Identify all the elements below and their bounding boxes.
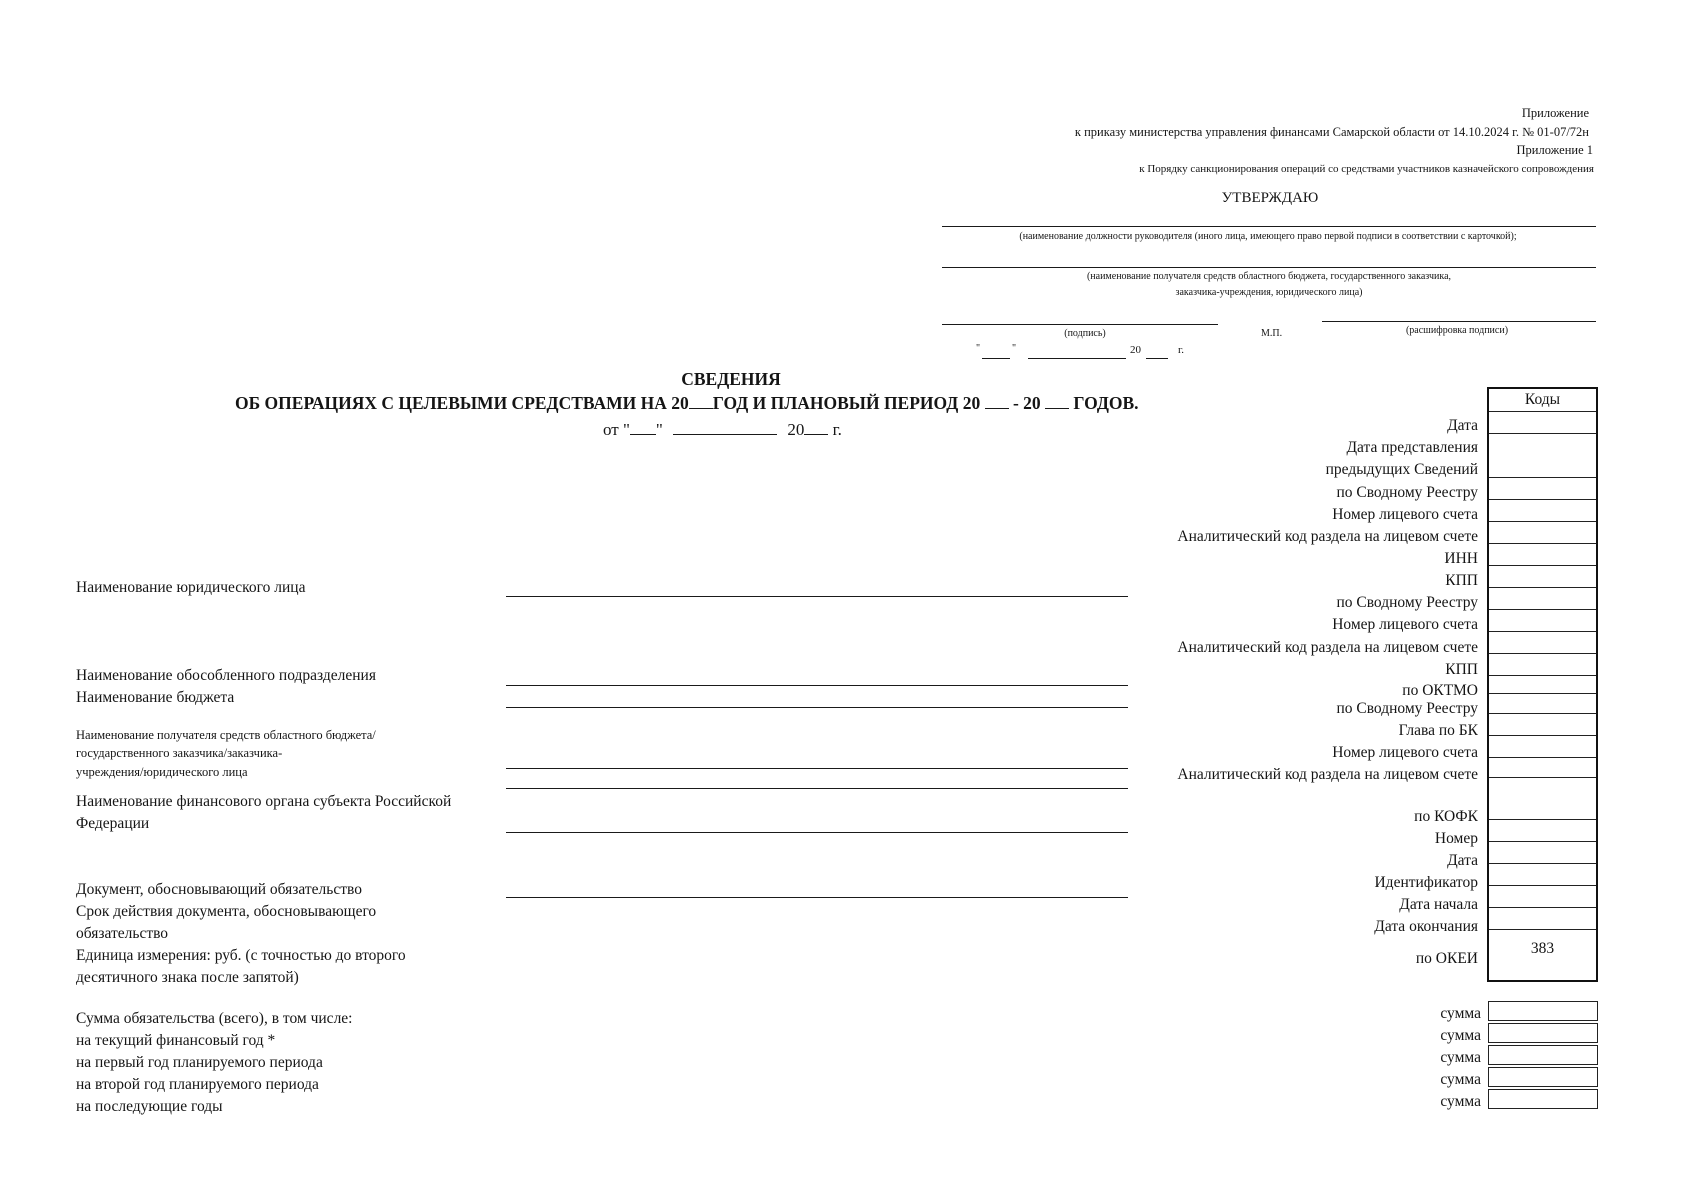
sum-label-current-year: сумма — [1440, 1027, 1481, 1044]
label-recipient-2: государственного заказчика/заказчика- — [76, 746, 283, 760]
label-term-1: Срок действия документа, обосновывающего — [76, 903, 377, 920]
code-cell-doc-date[interactable] — [1489, 841, 1596, 863]
sum-cell-first-year[interactable] — [1488, 1045, 1598, 1065]
code-cell-identifier[interactable] — [1489, 863, 1596, 885]
approve-date-day-line — [982, 358, 1010, 359]
doc-date-year-blank — [804, 420, 828, 435]
approve-org-caption-1: (наименование получателя средств областного бюджета, государственного заказчика, — [1086, 271, 1452, 282]
code-label-date: Дата — [1447, 417, 1478, 434]
doc-subtitle — [235, 393, 1139, 414]
code-cell-oktmo[interactable] — [1489, 675, 1596, 693]
approve-signature-line — [942, 324, 1218, 325]
doc-subtitle-period-start-blank — [985, 394, 1009, 409]
doc-subtitle-part-4: ГОДОВ. — [1073, 393, 1139, 413]
sum-label-later-years: сумма — [1440, 1093, 1481, 1110]
field-recipient-line — [506, 768, 1128, 769]
code-label-doc-date: Дата — [1447, 852, 1478, 869]
field-fin-org-line — [506, 832, 1128, 833]
approve-stamp-place: М.П. — [1261, 328, 1283, 339]
code-label-chapter-bk: Глава по БК — [1398, 722, 1478, 739]
code-label-analytic-code-3: Аналитический код раздела на лицевом счете — [1177, 766, 1478, 783]
doc-date-from: от " — [603, 420, 630, 439]
label-sum-later-years: на последующие годы — [76, 1098, 223, 1115]
approve-title: УТВЕРЖДАЮ — [1221, 190, 1319, 206]
code-label-inn: ИНН — [1444, 550, 1478, 567]
code-label-submission-date: Дата представления — [1346, 439, 1478, 456]
code-label-previous-info: предыдущих Сведений — [1325, 461, 1478, 478]
doc-subtitle-part-3: - 20 — [1012, 393, 1041, 413]
code-cell-account-number-1[interactable] — [1489, 499, 1596, 521]
approve-date-year-prefix: 20 — [1130, 344, 1141, 356]
code-cell-number[interactable] — [1489, 819, 1596, 841]
label-sum-total: Сумма обязательства (всего), в том числе: — [76, 1010, 353, 1027]
code-label-kpp-2: КПП — [1445, 661, 1478, 678]
label-recipient-3: учреждения/юридического лица — [76, 765, 248, 779]
label-term-2: обязательство — [76, 925, 169, 942]
sum-label-second-year: сумма — [1440, 1071, 1481, 1088]
code-cell-consolidated-registry-1[interactable] — [1489, 477, 1596, 499]
code-cell-kofk[interactable] — [1489, 777, 1596, 819]
label-unit-2: десятичного знака после запятой) — [76, 969, 299, 986]
code-label-analytic-code-1: Аналитический код раздела на лицевом счете — [1177, 528, 1478, 545]
code-label-consolidated-registry-2: по Сводному Реестру — [1336, 594, 1478, 611]
approve-date-quote-open: " — [976, 343, 981, 354]
field-recipient-line-2 — [506, 788, 1128, 789]
doc-date-quote: " — [655, 420, 663, 439]
approve-position-line — [942, 226, 1596, 227]
header-appendix-1: Приложение 1 — [1516, 143, 1593, 157]
doc-date-year-suffix: г. — [832, 420, 842, 439]
label-fin-org-1: Наименование финансового органа субъекта Российской — [76, 793, 452, 810]
approve-date-year-suffix: г. — [1178, 344, 1185, 356]
code-label-identifier: Идентификатор — [1374, 874, 1478, 891]
code-label-start-date: Дата начала — [1399, 896, 1478, 913]
label-budget: Наименование бюджета — [76, 689, 235, 706]
code-label-account-number-1: Номер лицевого счета — [1332, 506, 1478, 523]
code-cell-submission-date[interactable] — [1489, 433, 1596, 477]
field-budget-line — [506, 707, 1128, 708]
codes-box-header: Коды — [1524, 391, 1561, 408]
codes-box — [1487, 387, 1598, 982]
code-label-consolidated-registry-1: по Сводному Реестру — [1336, 484, 1478, 501]
doc-date-year-prefix: 20 — [787, 420, 805, 439]
label-sum-first-year: на первый год планируемого периода — [76, 1054, 323, 1071]
label-sum-current-year: на текущий финансовый год * — [76, 1032, 276, 1049]
doc-subtitle-period-end-blank — [1045, 394, 1069, 409]
label-unit-1: Единица измерения: руб. (с точностью до второго — [76, 947, 406, 964]
doc-date-line — [603, 420, 842, 440]
header-appendix: Приложение — [1521, 106, 1589, 120]
sum-cell-second-year[interactable] — [1488, 1067, 1598, 1087]
code-cell-inn[interactable] — [1489, 543, 1596, 565]
code-label-kofk: по КОФК — [1414, 808, 1478, 825]
sum-label-total: сумма — [1440, 1005, 1481, 1022]
code-cell-end-date[interactable] — [1489, 907, 1596, 929]
doc-subtitle-part-1: ОБ ОПЕРАЦИЯХ С ЦЕЛЕВЫМИ СРЕДСТВАМИ НА 20 — [235, 393, 689, 413]
approve-signature-caption: (подпись) — [1064, 328, 1106, 339]
code-label-number: Номер — [1434, 830, 1478, 847]
code-label-okei: по ОКЕИ — [1415, 950, 1478, 967]
code-cell-consolidated-registry-3[interactable] — [1489, 693, 1596, 713]
header-procedure-ref: к Порядку санкционирования операций со средствами участников казначейского сопровождения — [1139, 163, 1594, 175]
sum-cell-current-year[interactable] — [1488, 1023, 1598, 1043]
code-label-oktmo: по ОКТМО — [1402, 682, 1478, 699]
sum-cell-total[interactable] — [1488, 1001, 1598, 1021]
field-subdivision-line — [506, 685, 1128, 686]
approve-position-caption: (наименование должности руководителя (иного лица, имеющего право первой подписи в соответствии с карточкой); — [1019, 231, 1517, 242]
code-label-end-date: Дата окончания — [1374, 918, 1478, 935]
code-cell-account-number-2[interactable] — [1489, 609, 1596, 631]
field-document-line — [506, 897, 1128, 898]
code-label-kpp-1: КПП — [1445, 572, 1478, 589]
code-cell-analytic-code-1[interactable] — [1489, 521, 1596, 543]
code-cell-kpp-2[interactable] — [1489, 653, 1596, 675]
code-cell-analytic-code-2[interactable] — [1489, 631, 1596, 653]
sum-cell-later-years[interactable] — [1488, 1089, 1598, 1109]
doc-date-day-blank — [630, 420, 656, 435]
header-order-ref: к приказу министерства управления финансами Самарской области от 14.10.2024 г. № 01-07/72н — [1074, 125, 1589, 139]
doc-subtitle-part-2: ГОД И ПЛАНОВЫЙ ПЕРИОД 20 — [712, 393, 981, 413]
sum-label-first-year: сумма — [1440, 1049, 1481, 1066]
label-legal-entity: Наименование юридического лица — [76, 579, 306, 596]
label-fin-org-2: Федерации — [76, 815, 150, 832]
code-label-analytic-code-2: Аналитический код раздела на лицевом счете — [1177, 639, 1478, 656]
label-recipient-1: Наименование получателя средств областного бюджета/ — [76, 728, 376, 742]
doc-subtitle-year-blank — [689, 394, 713, 409]
doc-title: СВЕДЕНИЯ — [681, 369, 781, 389]
code-value-okei: 383 — [1530, 940, 1555, 957]
code-label-consolidated-registry-3: по Сводному Реестру — [1336, 700, 1478, 717]
approve-date-year-line — [1146, 358, 1168, 359]
code-cell-kpp-1[interactable] — [1489, 565, 1596, 587]
code-label-account-number-3: Номер лицевого счета — [1332, 744, 1478, 761]
code-label-account-number-2: Номер лицевого счета — [1332, 616, 1478, 633]
approve-org-caption-2: заказчика-учреждения, юридического лица) — [1175, 287, 1363, 298]
label-document: Документ, обосновывающий обязательство — [76, 881, 362, 898]
code-cell-chapter-bk[interactable] — [1489, 713, 1596, 735]
field-legal-entity-line — [506, 596, 1128, 597]
doc-date-month-blank — [673, 420, 777, 435]
code-cell-start-date[interactable] — [1489, 885, 1596, 907]
code-cell-consolidated-registry-2[interactable] — [1489, 587, 1596, 609]
code-cell-analytic-code-3[interactable] — [1489, 757, 1596, 777]
approve-org-line — [942, 267, 1596, 268]
code-cell-date[interactable] — [1489, 411, 1596, 433]
approve-date-month-line — [1028, 358, 1126, 359]
code-cell-account-number-3[interactable] — [1489, 735, 1596, 757]
approve-decode-line — [1322, 321, 1596, 322]
approve-decode-caption: (расшифровка подписи) — [1405, 325, 1509, 336]
label-sum-second-year: на второй год планируемого периода — [76, 1076, 319, 1093]
label-subdivision: Наименование обособленного подразделения — [76, 667, 376, 684]
approve-date-quote-close: " — [1012, 343, 1017, 354]
